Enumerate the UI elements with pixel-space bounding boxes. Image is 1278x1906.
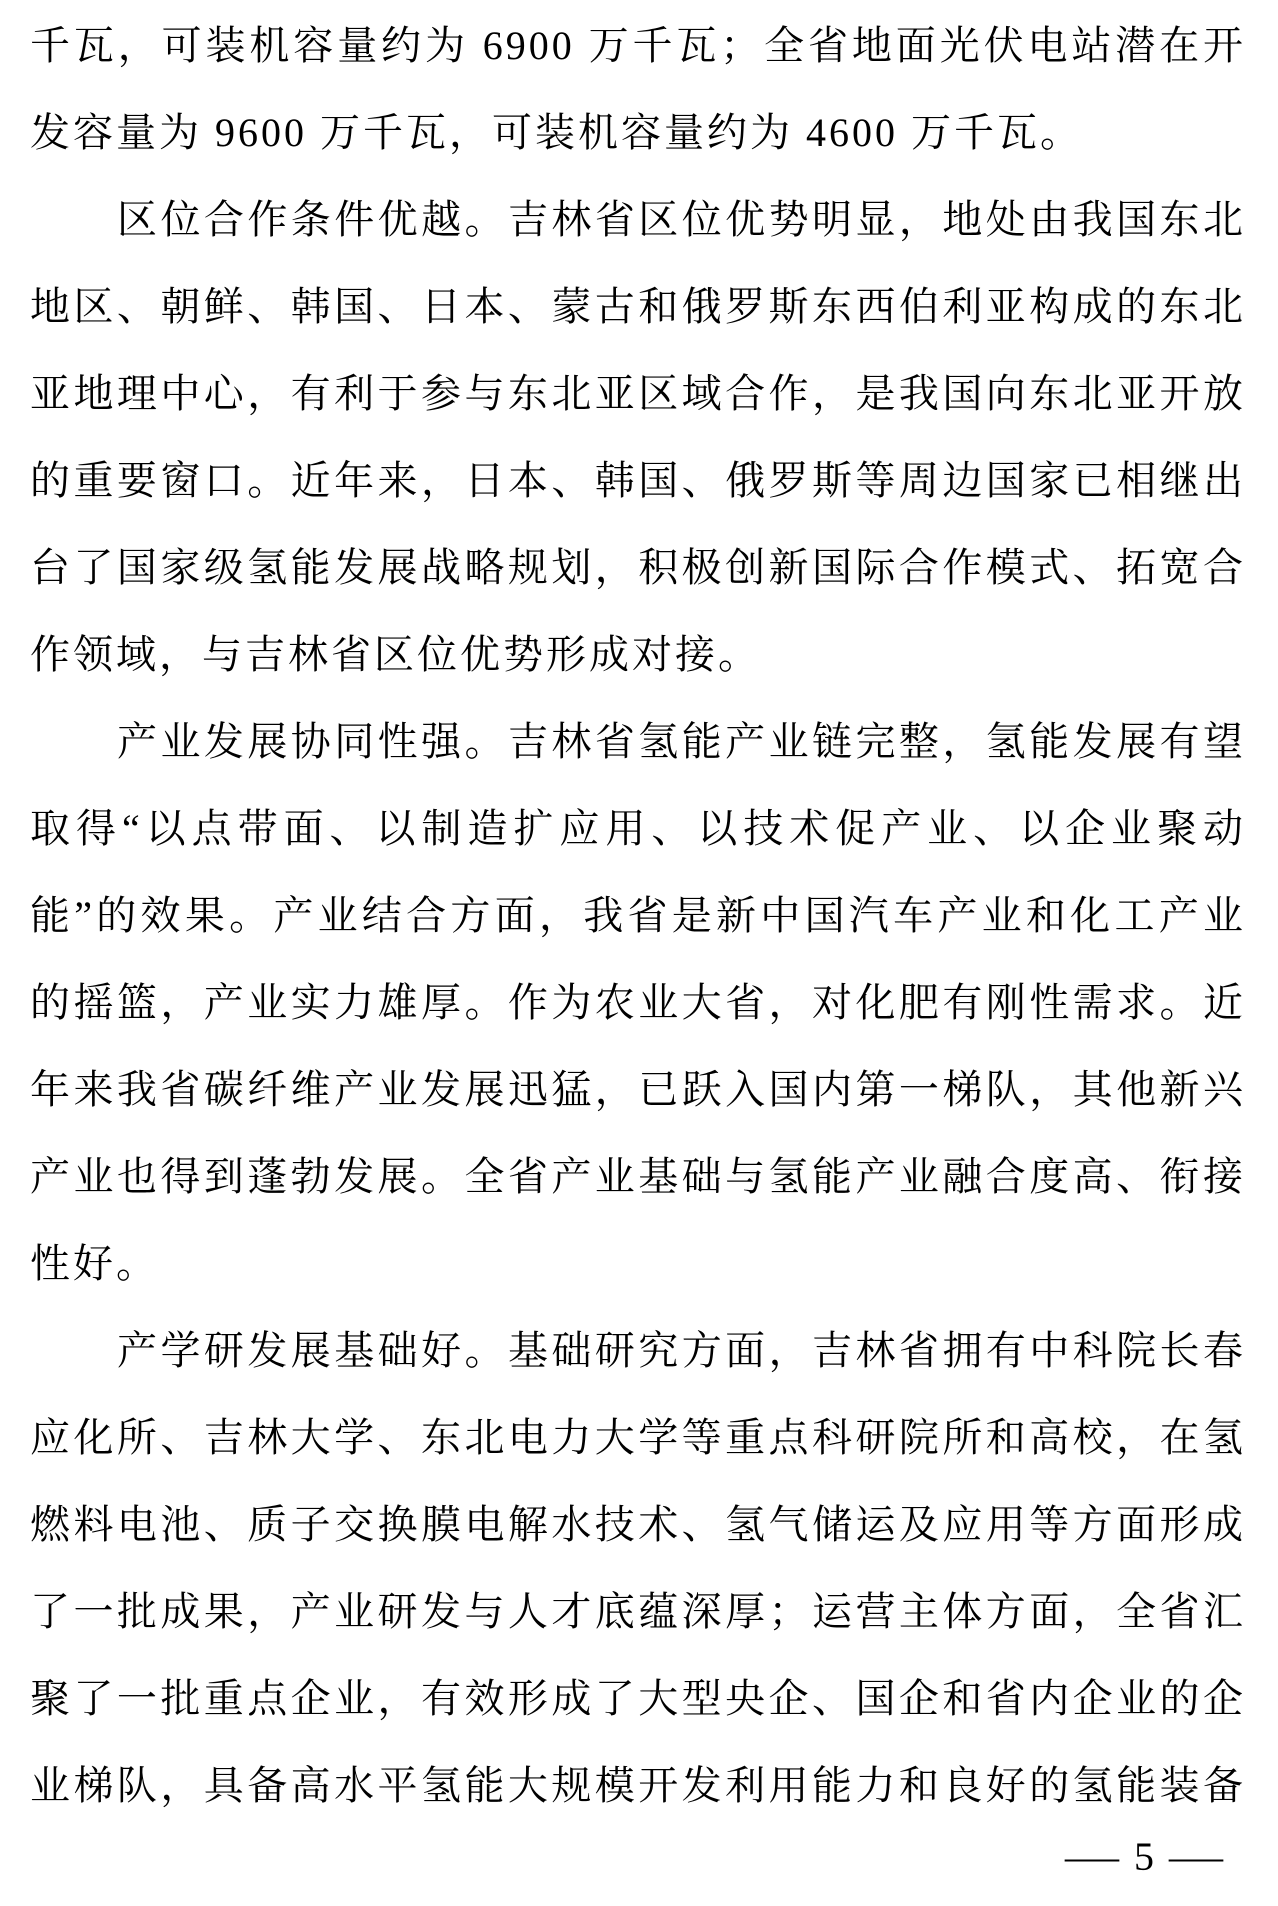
text-line: 产业也得到蓬勃发展。全省产业基础与氢能产业融合度高、衔接 (30, 1154, 1246, 1199)
text-line: 作领域，与吉林省区位优势形成对接。 (30, 632, 761, 677)
text-line: 亚地理中心，有利于参与东北亚区域合作，是我国向东北亚开放 (30, 371, 1246, 416)
text-line: 产学研发展基础好。基础研究方面，吉林省拥有中科院长春 (117, 1328, 1246, 1373)
text-line: 的重要窗口。近年来，日本、韩国、俄罗斯等周边国家已相继出 (30, 458, 1246, 503)
text-line: 能”的效果。产业结合方面，我省是新中国汽车产业和化工产业 (30, 893, 1246, 938)
page-number-value: 5 (1134, 1834, 1154, 1879)
text-line: 千瓦，可装机容量约为 6900 万千瓦；全省地面光伏电站潜在开 (30, 23, 1246, 68)
text-line: 年来我省碳纤维产业发展迅猛，已跃入国内第一梯队，其他新兴 (30, 1067, 1246, 1112)
text-line: 聚了一批重点企业，有效形成了大型央企、国企和省内企业的企 (30, 1676, 1246, 1721)
text-line: 燃料电池、质子交换膜电解水技术、氢气储运及应用等方面形成 (30, 1502, 1246, 1547)
text-line: 的摇篮，产业实力雄厚。作为农业大省，对化肥有刚性需求。近 (30, 980, 1246, 1025)
text-line: 业梯队，具备高水平氢能大规模开发利用能力和良好的氢能装备 (30, 1763, 1246, 1808)
text-line: 发容量为 9600 万千瓦，可装机容量约为 4600 万千瓦。 (30, 110, 1083, 155)
text-line: 台了国家级氢能发展战略规划，积极创新国际合作模式、拓宽合 (30, 545, 1246, 590)
text-line: 产业发展协同性强。吉林省氢能产业链完整，氢能发展有望 (117, 719, 1246, 764)
text-line: 性好。 (30, 1241, 159, 1286)
text-line: 区位合作条件优越。吉林省区位优势明显，地处由我国东北 (117, 197, 1246, 242)
page-number-dash-left: — (1065, 1834, 1119, 1879)
page-number (1065, 1833, 1223, 1880)
text-line: 了一批成果，产业研发与人才底蕴深厚；运营主体方面，全省汇 (30, 1589, 1246, 1634)
text-line: 取得“以点带面、以制造扩应用、以技术促产业、以企业聚动 (30, 806, 1246, 851)
document-body (30, 2, 1246, 1829)
text-line: 地区、朝鲜、韩国、日本、蒙古和俄罗斯东西伯利亚构成的东北 (30, 284, 1246, 329)
page-number-dash-right: — (1169, 1834, 1223, 1879)
text-line: 应化所、吉林大学、东北电力大学等重点科研院所和高校，在氢 (30, 1415, 1246, 1460)
